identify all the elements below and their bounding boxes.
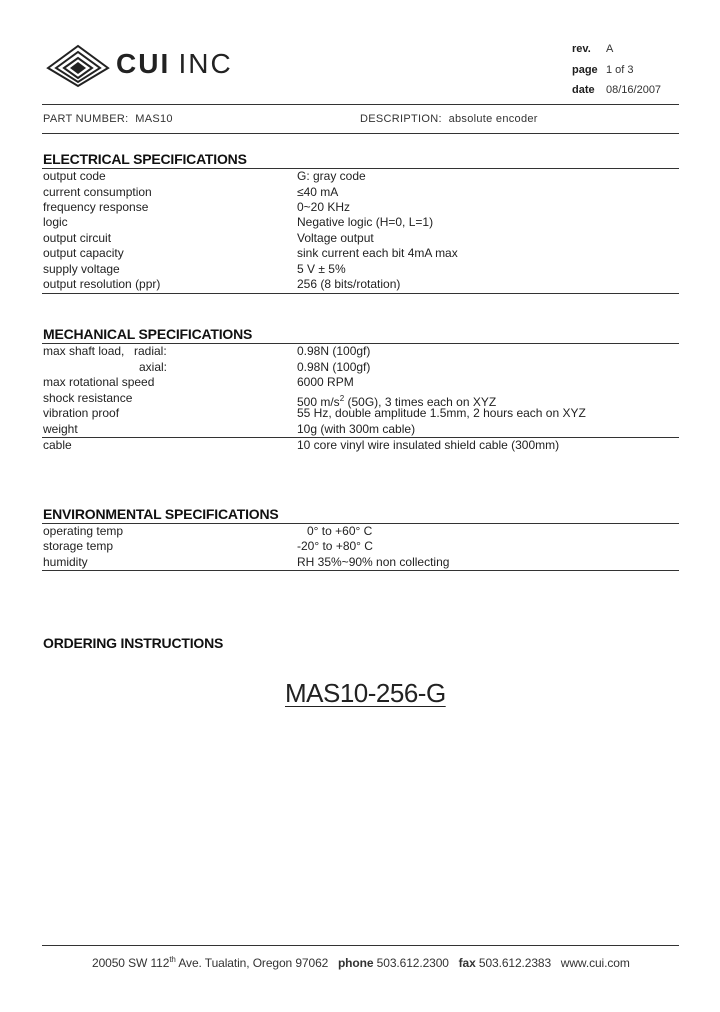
spec-row: weight 10g (with 300m cable)	[43, 422, 416, 436]
footer-address: 20050 SW 112th Ave. Tualatin, Oregon 97062	[92, 955, 329, 970]
spec-row: axial: 0.98N (100gf)	[139, 360, 371, 374]
spec-row: shock resistance 500 $m/s^2$ (50G), 3 times each on XYZ	[43, 391, 497, 409]
description-label: DESCRIPTION:	[360, 113, 442, 125]
rev-label: rev.	[572, 43, 591, 55]
spec-row: operating temp 0° to +60° C	[43, 524, 373, 538]
date-value: 08/16/2007	[606, 84, 662, 96]
electrical-title: ELECTRICAL SPECIFICATIONS	[43, 151, 247, 167]
footer-contact	[92, 955, 630, 970]
page-row	[572, 64, 634, 76]
spec-row: supply voltage 5 V ± 5%	[43, 262, 346, 276]
fax-label: fax	[458, 956, 476, 970]
description-value: absolute encoder	[448, 113, 538, 125]
order-code: MAS10-256-G	[285, 678, 446, 708]
spec-row: vibration proof 55 Hz, double amplitude 1.5mm, 2 hours each on XYZ	[43, 406, 586, 420]
spec-row: output circuit Voltage output	[43, 231, 374, 245]
part-number	[43, 113, 173, 125]
website-link[interactable]: www.cui.com	[560, 956, 630, 970]
spec-row: humidity RH 35%~90% non collecting	[43, 555, 450, 569]
revision-row	[572, 43, 613, 55]
spec-row: cable 10 core vinyl wire insulated shield cable (300mm)	[43, 438, 560, 452]
description	[360, 113, 538, 125]
page-label: page	[572, 64, 598, 76]
header-divider	[42, 104, 679, 105]
brand-name: CUI INC	[116, 48, 233, 79]
spec-row: storage temp -20° to +80° C	[43, 539, 373, 553]
date-row	[572, 84, 661, 96]
part-number-value: MAS10	[135, 113, 173, 125]
environmental-title: ENVIRONMENTAL SPECIFICATIONS	[43, 506, 279, 522]
ordering-title: ORDERING INSTRUCTIONS	[43, 635, 224, 651]
spec-row: output capacity sink current each bit 4mA max	[43, 246, 458, 260]
phone-value: 503.612.2300	[376, 956, 449, 970]
spec-row: max rotational speed 6000 RPM	[43, 375, 354, 389]
date-label: date	[572, 84, 595, 96]
spec-row: output code G: gray code	[43, 169, 366, 183]
page-value: 1 of 3	[606, 64, 634, 76]
spec-row: current consumption ≤40 mA	[43, 185, 339, 199]
spec-row: logic Negative logic (H=0, L=1)	[43, 215, 434, 229]
spec-row: frequency response 0~20 KHz	[43, 200, 351, 214]
phone-label: phone	[337, 956, 374, 970]
fax-value: 503.612.2383	[478, 956, 552, 970]
rev-value: A	[606, 43, 614, 55]
spec-row: max shaft load, radial: 0.98N (100gf)	[43, 344, 371, 358]
electrical-bottom-rule	[42, 293, 679, 294]
mechanical-title: MECHANICAL SPECIFICATIONS	[43, 326, 253, 342]
cui-logo-mark-icon	[46, 44, 112, 88]
footer-divider	[42, 945, 679, 946]
part-divider	[42, 133, 679, 134]
company-logo	[46, 44, 251, 88]
part-number-label: PART NUMBER:	[43, 113, 129, 125]
environmental-bottom-rule	[42, 570, 679, 571]
spec-row: output resolution (ppr) 256 (8 bits/rotation)	[43, 277, 401, 291]
